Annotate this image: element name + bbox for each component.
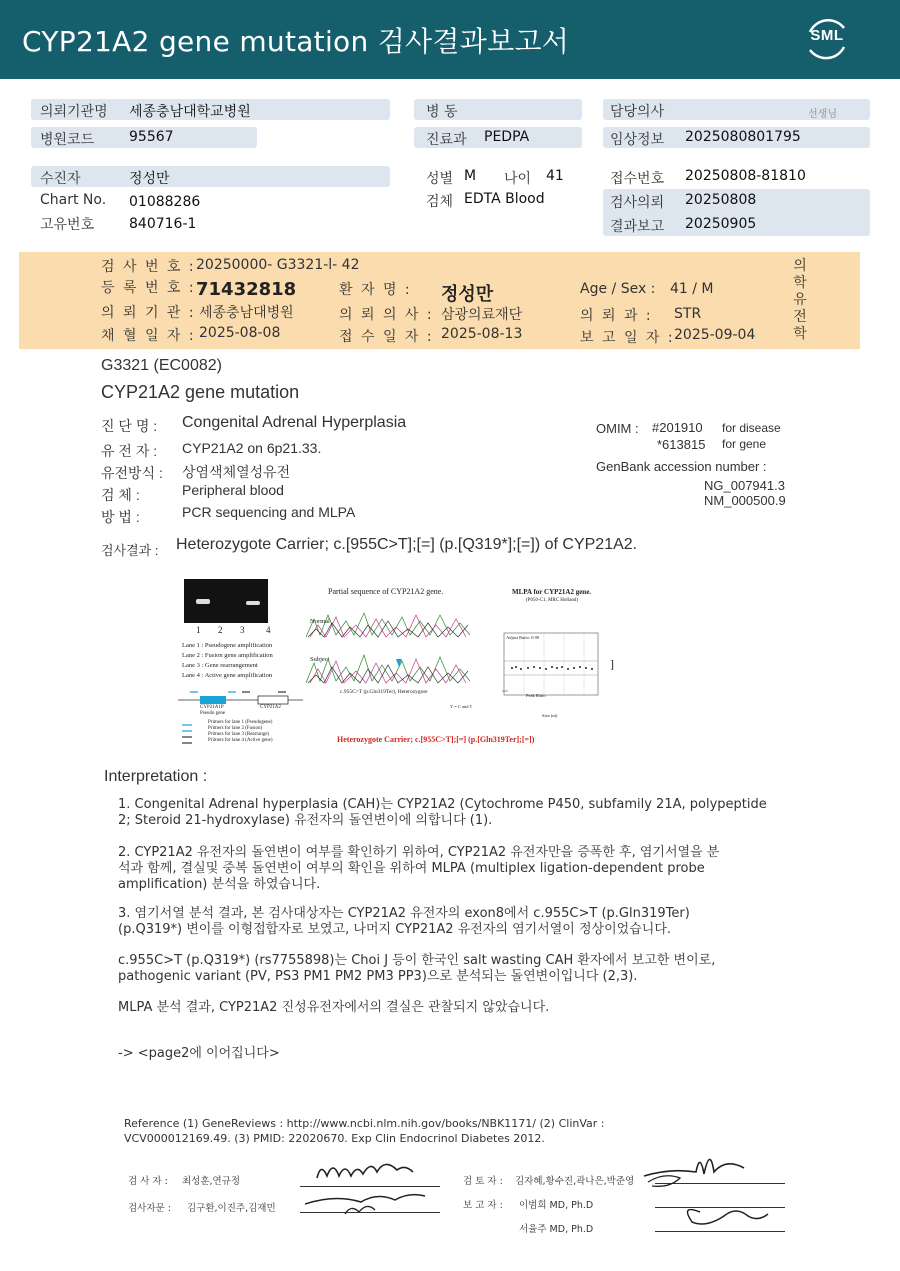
signature-reviewer-reporter xyxy=(640,1142,785,1232)
interpretation-p2: 2. CYP21A2 유전자의 돌연변이 여부를 확인하기 위하여, CYP21A2 유전자만을 증폭한 후, 염기서열을 분 석과 함께, 결실및 중복 돌연변이 여부의 확인을 위하여 MLPA (multiplex ligation-dependent probe amplification) 분석을 하였습니다. xyxy=(118,845,720,892)
gel-image xyxy=(184,579,268,623)
gene-value: CYP21A2 on 6p21.33. xyxy=(182,440,322,456)
genbank-nm: NM_000500.9 xyxy=(704,493,786,508)
tester-names: 최성훈,연규정 xyxy=(182,1176,241,1187)
interpretation-p5: MLPA 분석 결과, CYP21A2 진성유전자에서의 결실은 관찰되지 않았습니다. xyxy=(118,1000,550,1015)
gel-band-lane1 xyxy=(196,599,210,604)
result-figure xyxy=(178,575,626,755)
result-label: 검사결과 : xyxy=(101,543,159,558)
slip-reg-no: 71432818 xyxy=(196,279,297,300)
sex-value: M xyxy=(464,168,477,184)
specimen-label: 검체 xyxy=(426,194,454,210)
slip-dept-label: 의 뢰 과 : xyxy=(580,308,653,324)
slip-age-sex-label: Age / Sex : xyxy=(580,281,656,297)
primer-legend: Primers for lane 2 (Fusion) xyxy=(208,726,263,731)
lane-number: 1 xyxy=(196,625,201,635)
slip-doctor: 삼광의료재단 xyxy=(441,307,523,323)
lane-desc: Lane 3 : Gene rearrangement xyxy=(182,662,258,669)
reporter-1: 이범희 MD, Ph.D xyxy=(519,1200,594,1211)
age-label: 나이 xyxy=(504,171,532,187)
gene-label-figure: CYP21A2 xyxy=(260,705,281,710)
mlpa-bracket: ] xyxy=(610,657,614,671)
chromatogram xyxy=(306,605,476,693)
mlpa-title: MLPA for CYP21A2 gene. xyxy=(512,588,592,596)
pseudogene-sub: Pseudo gene xyxy=(200,711,226,716)
advisor-label: 검사자문 : xyxy=(128,1203,171,1214)
specimen-label-body: 검 체 : xyxy=(101,487,140,503)
hospital-code-value: 95567 xyxy=(129,129,174,145)
omim-disease-note: for disease xyxy=(722,421,781,435)
reviewer-names: 김자혜,황수진,곽나은,박준영 xyxy=(515,1176,635,1187)
sex-label: 성별 xyxy=(426,171,454,187)
institution-label: 의뢰기관명 xyxy=(40,104,108,120)
gene-label: 유 전 자 : xyxy=(101,443,158,459)
omim-gene-note: for gene xyxy=(722,437,767,451)
lane-number: 4 xyxy=(266,625,271,635)
slip-receive-label: 접 수 일 자 : xyxy=(339,329,434,345)
diagnosis-label: 진 단 명 : xyxy=(101,418,158,434)
interpretation-p1: 1. Congenital Adrenal hyperplasia (CAH)는 CYP21A2 (Cytochrome P450, subfamily 21A, polypeptide 2; Steroid 21-hydroxylase) 유전자의 돌연변이에 의합니다 (1). xyxy=(118,797,767,828)
reporter-2: 서율주 MD, Ph.D xyxy=(519,1224,594,1235)
sml-logo xyxy=(802,14,852,64)
inheritance-value: 상염색체열성유전 xyxy=(182,464,291,480)
slip-patient-label: 환 자 명 : xyxy=(339,282,412,298)
signature-tester-advisor xyxy=(305,1148,435,1224)
slip-test-no: 20250000- G3321-l- 42 xyxy=(196,257,360,273)
partial-sequence-title: Partial sequence of CYP21A2 gene. xyxy=(328,587,444,596)
slip-patient: 정성만 xyxy=(441,284,494,305)
genbank-ng: NG_007941.3 xyxy=(704,478,785,493)
primer-legend: Primers for lane 4 (Active gene) xyxy=(208,738,273,743)
report-title: CYP21A2 gene mutation 검사결과보고서 xyxy=(22,25,570,58)
institution-value: 세종충남대학교병원 xyxy=(129,104,251,120)
pseudogene-label: CYP21A1P xyxy=(200,705,224,710)
normal-label: Normal xyxy=(310,618,330,625)
slip-department-vertical: 의학유전학 xyxy=(793,258,807,342)
lane-desc: Lane 4 : Active gene amplification xyxy=(182,672,273,679)
receipt-label: 접수번호 xyxy=(610,171,665,187)
specimen-value-body: Peripheral blood xyxy=(182,482,284,498)
reference: Reference (1) GeneReviews : http://www.ncbi.nlm.nih.gov/books/NBK1171/ (2) ClinVar : VCV000012169.49. (3) PMID: 22020670. Exp Clin Endocrinol Diabetes 2012. xyxy=(124,1117,605,1145)
primer-legend: Primers for lane 1 (Pseudogene) xyxy=(208,720,273,725)
lane-desc: Lane 1 : Pseudogene amplification xyxy=(182,642,273,649)
slip-report: 2025-09-04 xyxy=(674,327,756,343)
id-value: 840716-1 xyxy=(129,216,197,232)
chart-value: 01088286 xyxy=(129,194,201,210)
slip-collect-label: 채 혈 일 자 : xyxy=(101,328,196,344)
report-date-value: 20250905 xyxy=(685,216,757,232)
doctor-label: 담당의사 xyxy=(610,104,665,120)
slip-collect: 2025-08-08 xyxy=(199,325,281,341)
patient-row xyxy=(31,166,390,187)
slip-age-sex: 41 / M xyxy=(670,281,714,297)
logo-text: SML xyxy=(810,27,844,44)
reporter-label: 보 고 자 : xyxy=(463,1200,503,1211)
doctor-suffix: 선생님 xyxy=(808,109,837,120)
age-value: 41 xyxy=(546,168,564,184)
id-label: 고유번호 xyxy=(40,217,95,233)
report-date-label: 결과보고 xyxy=(610,219,665,235)
diagnosis-value: Congenital Adrenal Hyperplasia xyxy=(182,414,407,431)
mlpa-x-label: Size (nt) xyxy=(542,713,558,718)
method-value: PCR sequencing and MLPA xyxy=(182,504,356,520)
omim-disease: #201910 xyxy=(652,420,703,435)
primer-legend: Primers for lane 3 (Rearrange) xyxy=(208,732,270,737)
y-c-t-label: Y = C and T xyxy=(450,704,473,709)
lane-number: 3 xyxy=(240,625,245,635)
lane-desc: Lane 2 : Fusion gene amplification xyxy=(182,652,273,659)
subject-label: Subject xyxy=(310,656,330,663)
slip-inst: 세종충남대병원 xyxy=(199,305,294,321)
genbank-label: GenBank accession number : xyxy=(596,459,767,474)
report-header xyxy=(0,0,900,79)
dept-value: PEDPA xyxy=(484,129,530,145)
figure-caption: Heterozygote Carrier; c.[955C>T];[=] (p.[Gln319Ter];[=]) xyxy=(337,735,535,744)
lane-number: 2 xyxy=(218,625,223,635)
method-label: 방 법 : xyxy=(101,509,140,525)
interpretation-p4: c.955C>T (p.Q319*) (rs7755898)는 Choi J 등이 한국인 salt wasting CAH 환자에서 보고한 변이로, pathogenic variant (PV, PS3 PM1 PM2 PM3 PP3)으로 분석되는 돌연변이입니다 (2,3). xyxy=(118,953,716,984)
receipt-value: 20250808-81810 xyxy=(685,168,806,184)
patient-label: 수진자 xyxy=(40,171,81,187)
slip-reg-no-label: 등 록 번 호 : xyxy=(101,280,196,296)
omim-gene: *613815 xyxy=(657,437,706,452)
tester-label: 검 사 자 : xyxy=(128,1176,168,1187)
test-code: G3321 (EC0082) xyxy=(101,357,222,374)
result-value: Heterozygote Carrier; c.[955C>T];[=] (p.[Q319*];[=]) of CYP21A2. xyxy=(176,536,638,553)
continue-note: -> <page2에 이어집니다> xyxy=(118,1046,280,1061)
slip-dept: STR xyxy=(674,306,702,322)
reviewer-label: 검 토 자 : xyxy=(463,1176,503,1187)
clinical-label: 임상정보 xyxy=(610,132,665,148)
slip-test-no-label: 검 사 번 호 : xyxy=(101,259,196,275)
mlpa-subtitle: (P050-C1, MRC Holland) xyxy=(526,598,579,603)
hospital-code-label: 병원코드 xyxy=(40,132,95,148)
patient-value: 정성만 xyxy=(129,171,170,187)
ward-label: 병 동 xyxy=(426,104,458,120)
test-name: CYP21A2 gene mutation xyxy=(101,382,300,402)
specimen-value: EDTA Blood xyxy=(464,191,545,207)
clinical-value: 2025080801795 xyxy=(685,129,801,145)
advisor-names: 김구환,이진주,김재민 xyxy=(187,1203,276,1214)
request-label: 검사의뢰 xyxy=(610,195,665,211)
request-value: 20250808 xyxy=(685,192,757,208)
variant-label: c.955C>T (p.Gln319Ter), Heterozygote xyxy=(340,689,428,695)
mlpa-y-label: Peak Ratio xyxy=(526,693,546,698)
interpretation-title: Interpretation : xyxy=(104,768,208,785)
omim-label: OMIM : xyxy=(596,421,639,436)
interpretation-p3: 3. 염기서열 분석 결과, 본 검사대상자는 CYP21A2 유전자의 exon8에서 c.955C>T (p.Gln319Ter) (p.Q319*) 변이를 이형접합자로 보였고, 나머지 CYP21A2 유전자의 염기서열이 정상이었습니다. xyxy=(118,906,690,937)
inheritance-label: 유전방식 : xyxy=(101,465,163,481)
gel-band-lane4 xyxy=(246,601,260,605)
mlpa-adjust-ratio: Adjust Ratio: 0.98 xyxy=(506,635,540,640)
slip-report-label: 보 고 일 자 : xyxy=(580,330,675,346)
dept-label: 진료과 xyxy=(426,132,467,148)
chart-label: Chart No. xyxy=(40,192,107,208)
slip-receive: 2025-08-13 xyxy=(441,326,523,342)
slip-inst-label: 의 뢰 기 관 : xyxy=(101,305,196,321)
slip-doctor-label: 의 뢰 의 사 : xyxy=(339,307,434,323)
